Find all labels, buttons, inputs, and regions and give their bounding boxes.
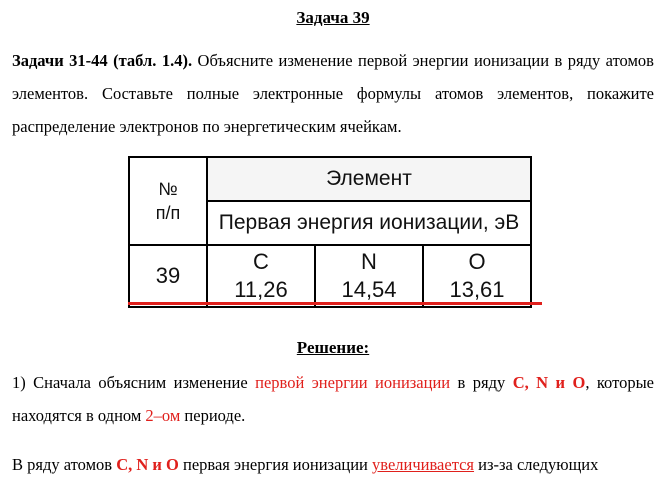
number-sign: № xyxy=(158,179,178,199)
cell-nitrogen xyxy=(315,245,423,307)
cell-oxygen xyxy=(423,245,531,307)
ionization-header: Первая энергия ионизации, эВ xyxy=(207,201,531,245)
ionization-value: 13,61 xyxy=(449,277,505,302)
highlight-increases: увеличивается xyxy=(372,455,475,474)
highlight-period: 2–ом xyxy=(145,406,181,425)
highlight: первой энергии ионизации xyxy=(255,373,451,392)
solution-step-2 xyxy=(12,448,654,481)
cell-carbon xyxy=(207,245,315,307)
number-header xyxy=(129,157,207,245)
solution-heading: Решение: xyxy=(296,338,370,357)
task-reference: Задачи 31-44 (табл. 1.4). xyxy=(12,51,193,70)
task-statement xyxy=(12,44,654,143)
solution-step-1 xyxy=(12,366,654,432)
text: периоде. xyxy=(180,406,246,425)
text: В ряду атомов xyxy=(12,455,117,474)
ionization-value: 14,54 xyxy=(341,277,397,302)
ionization-value: 11,26 xyxy=(234,277,288,302)
element-symbol: O xyxy=(468,249,486,274)
highlight-elements: C, N и O xyxy=(512,373,586,392)
red-underline xyxy=(128,302,542,305)
element-header: Элемент xyxy=(207,157,531,201)
text: 1) Сначала объясним изменение xyxy=(12,373,256,392)
highlight-elements: C, N и O xyxy=(116,455,179,474)
element-symbol: N xyxy=(361,249,377,274)
text: из-за следующих xyxy=(474,455,599,474)
row-number: 39 xyxy=(129,245,207,307)
number-abbrev: п/п xyxy=(155,203,181,223)
text: , которые находятся в одном xyxy=(12,373,654,425)
task-title: Задача 39 xyxy=(296,8,370,27)
text: в ряду xyxy=(450,373,513,392)
ionization-energy-table xyxy=(128,156,532,308)
task-text: Объясните изменение первой энергии ионизации в ряду атомов элементов. Составьте полные электронные формулы атомов элементов, покажите распределение электронов по энергетическим ячейкам. xyxy=(12,51,654,136)
text: первая энергия ионизации xyxy=(178,455,373,474)
element-symbol: C xyxy=(253,249,269,274)
